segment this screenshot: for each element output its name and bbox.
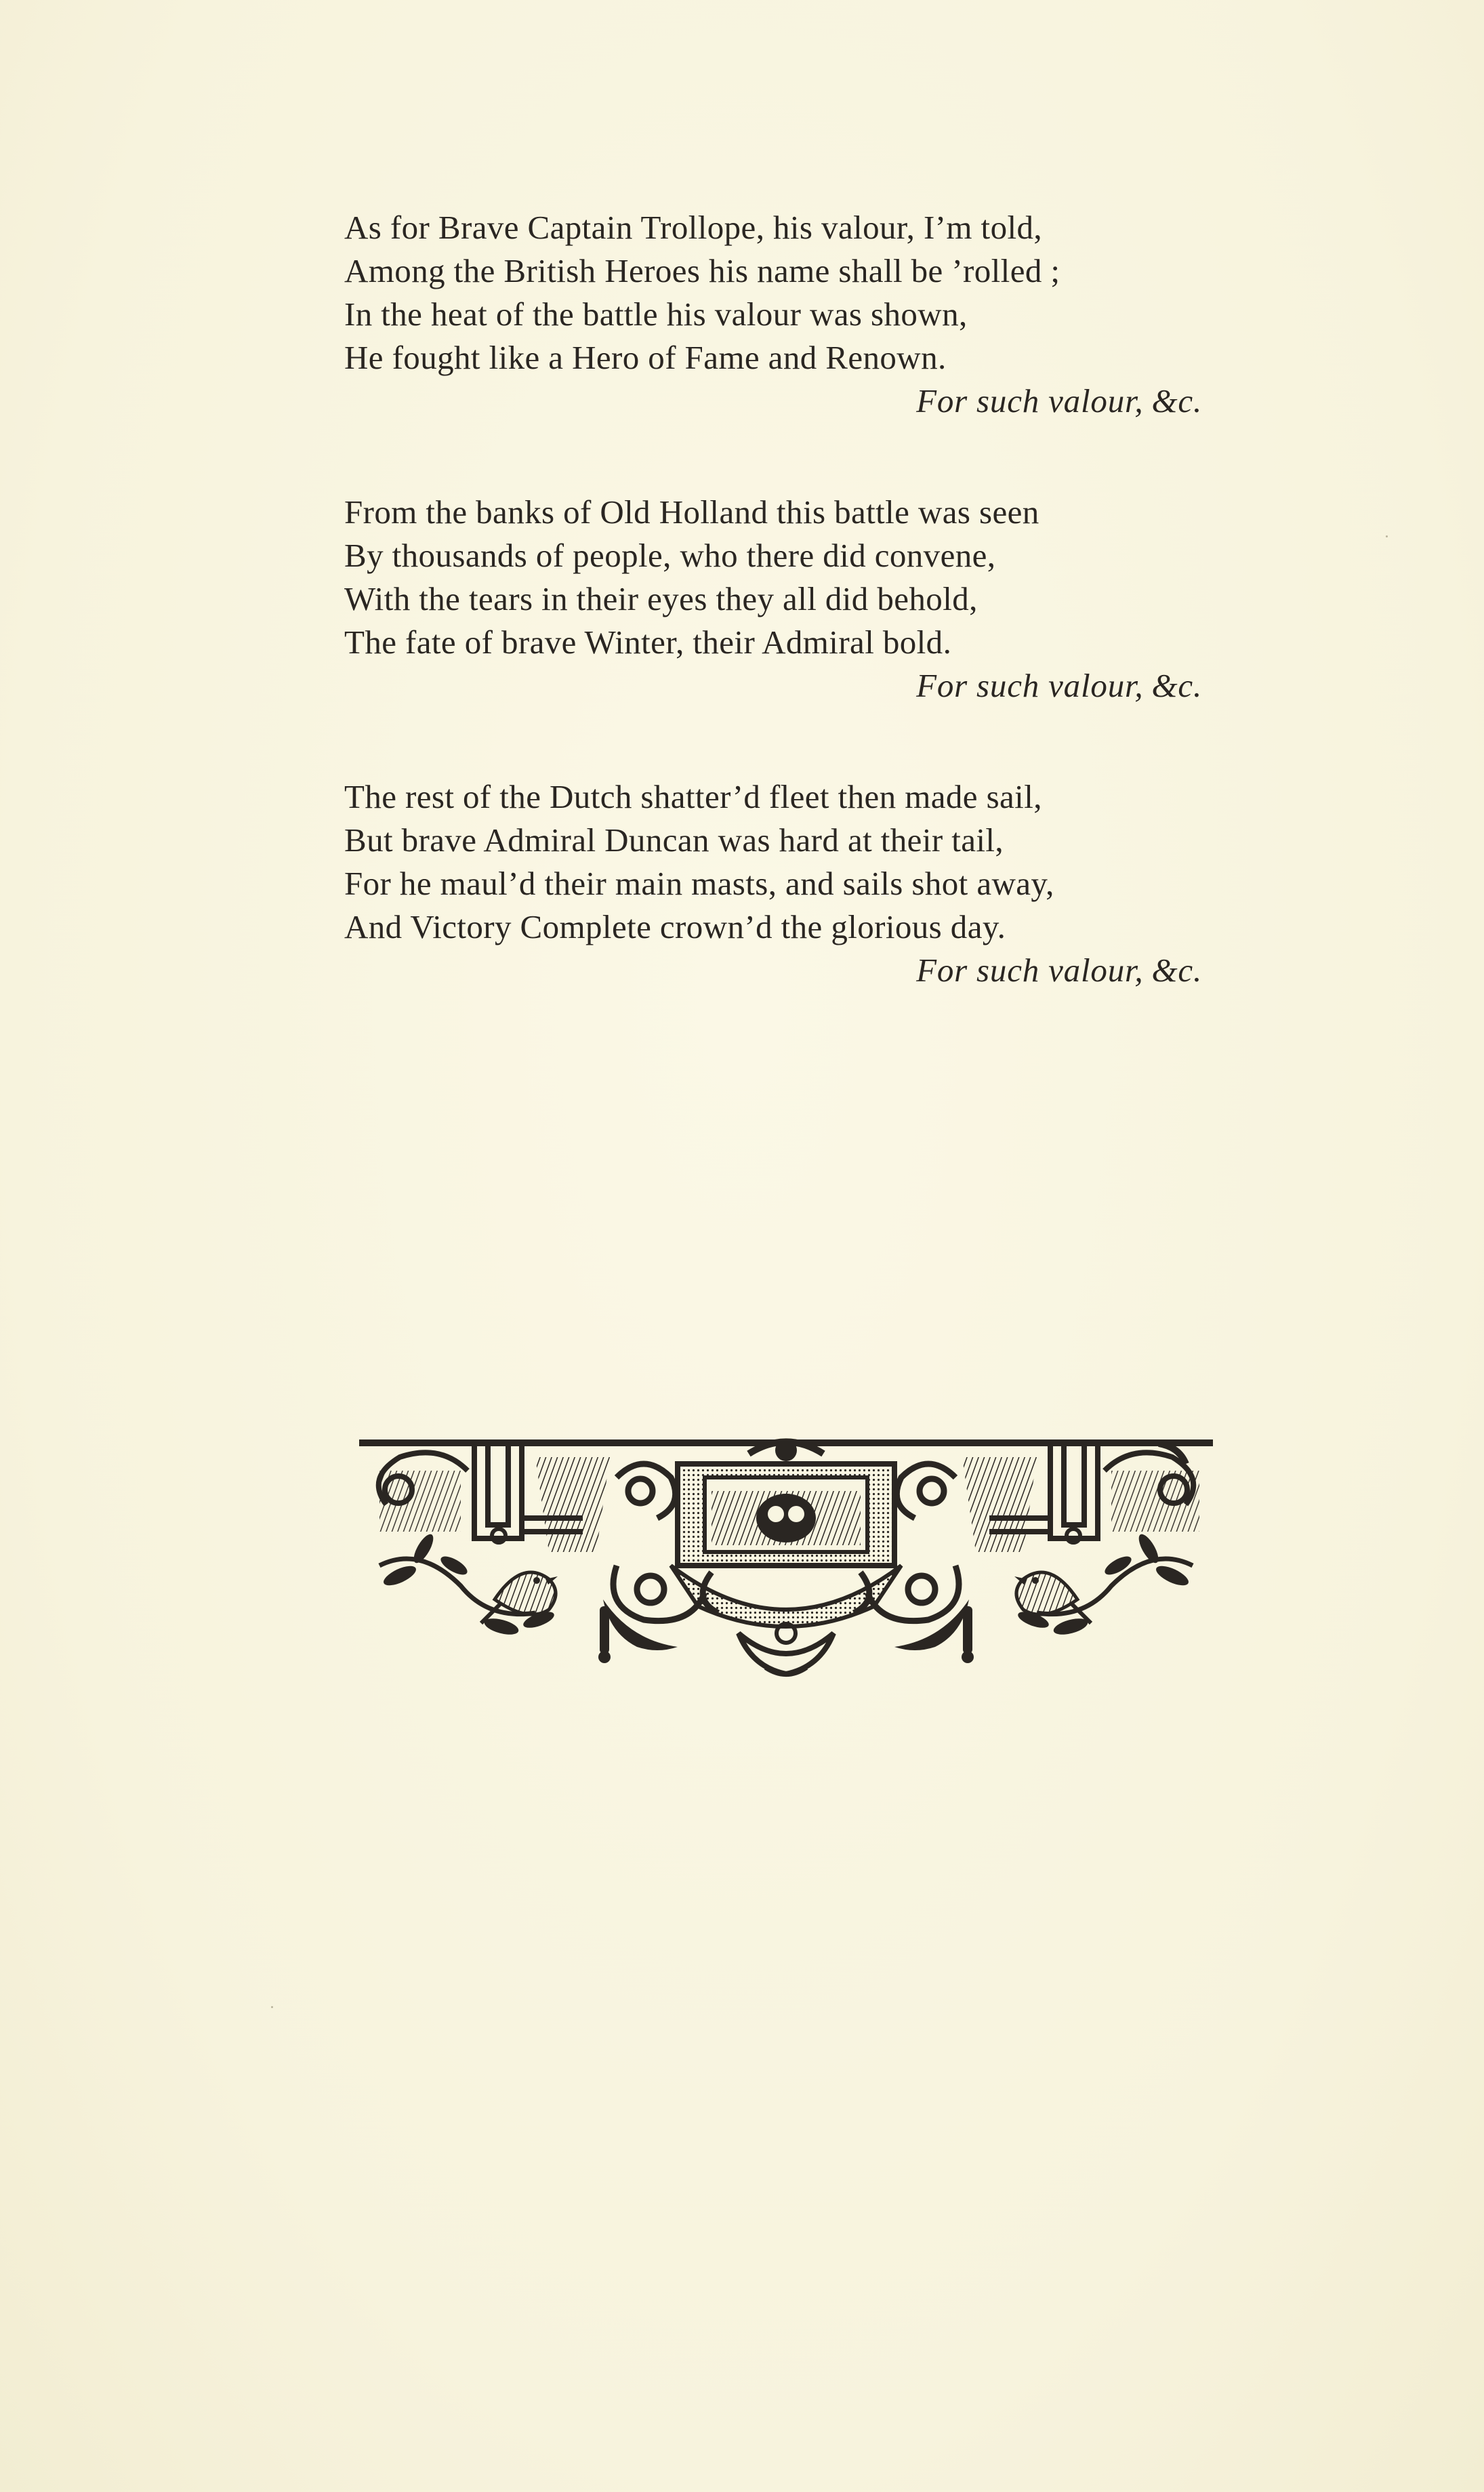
poem-line: For he maul’d their main masts, and sails shot away, xyxy=(344,865,1054,902)
paper-speck xyxy=(271,2006,273,2008)
tailpiece-ornament-icon xyxy=(359,1430,1213,1701)
poem-line: But brave Admiral Duncan was hard at their tail, xyxy=(344,821,1004,859)
poem-line: He fought like a Hero of Fame and Renown. xyxy=(344,339,947,376)
refrain xyxy=(344,664,1205,708)
refrain-text: For such valour, xyxy=(916,667,1144,704)
refrain-text: For such valour, xyxy=(916,382,1144,420)
right-bird-foliage xyxy=(1014,1532,1193,1638)
refrain-etc: &c. xyxy=(1151,667,1202,704)
refrain-etc: &c. xyxy=(1151,382,1202,420)
stanza-1 xyxy=(344,206,1205,423)
central-cartouche xyxy=(678,1439,894,1566)
stanza-3 xyxy=(344,775,1205,992)
refrain-text: For such valour, xyxy=(916,952,1144,989)
refrain xyxy=(344,380,1205,423)
paper-speck xyxy=(1386,535,1388,537)
poem-line: Among the British Heroes his name shall be ’rolled ; xyxy=(344,252,1060,289)
poem xyxy=(344,206,1205,1060)
refrain xyxy=(344,949,1205,992)
poem-line: And Victory Complete crown’d the glorious day. xyxy=(344,908,1006,945)
poem-line: By thousands of people, who there did convene, xyxy=(344,537,996,574)
refrain-etc: &c. xyxy=(1151,952,1202,989)
poem-line: As for Brave Captain Trollope, his valour, I’m told, xyxy=(344,209,1043,246)
poem-line: In the heat of the battle his valour was shown, xyxy=(344,295,968,333)
stanza-2 xyxy=(344,491,1205,708)
poem-line: From the banks of Old Holland this battle was seen xyxy=(344,493,1039,531)
poem-line: With the tears in their eyes they all did behold, xyxy=(344,580,978,617)
poem-line: The rest of the Dutch shatter’d fleet then made sail, xyxy=(344,778,1042,815)
poem-line: The fate of brave Winter, their Admiral bold. xyxy=(344,624,952,661)
left-bird-foliage xyxy=(379,1532,558,1638)
